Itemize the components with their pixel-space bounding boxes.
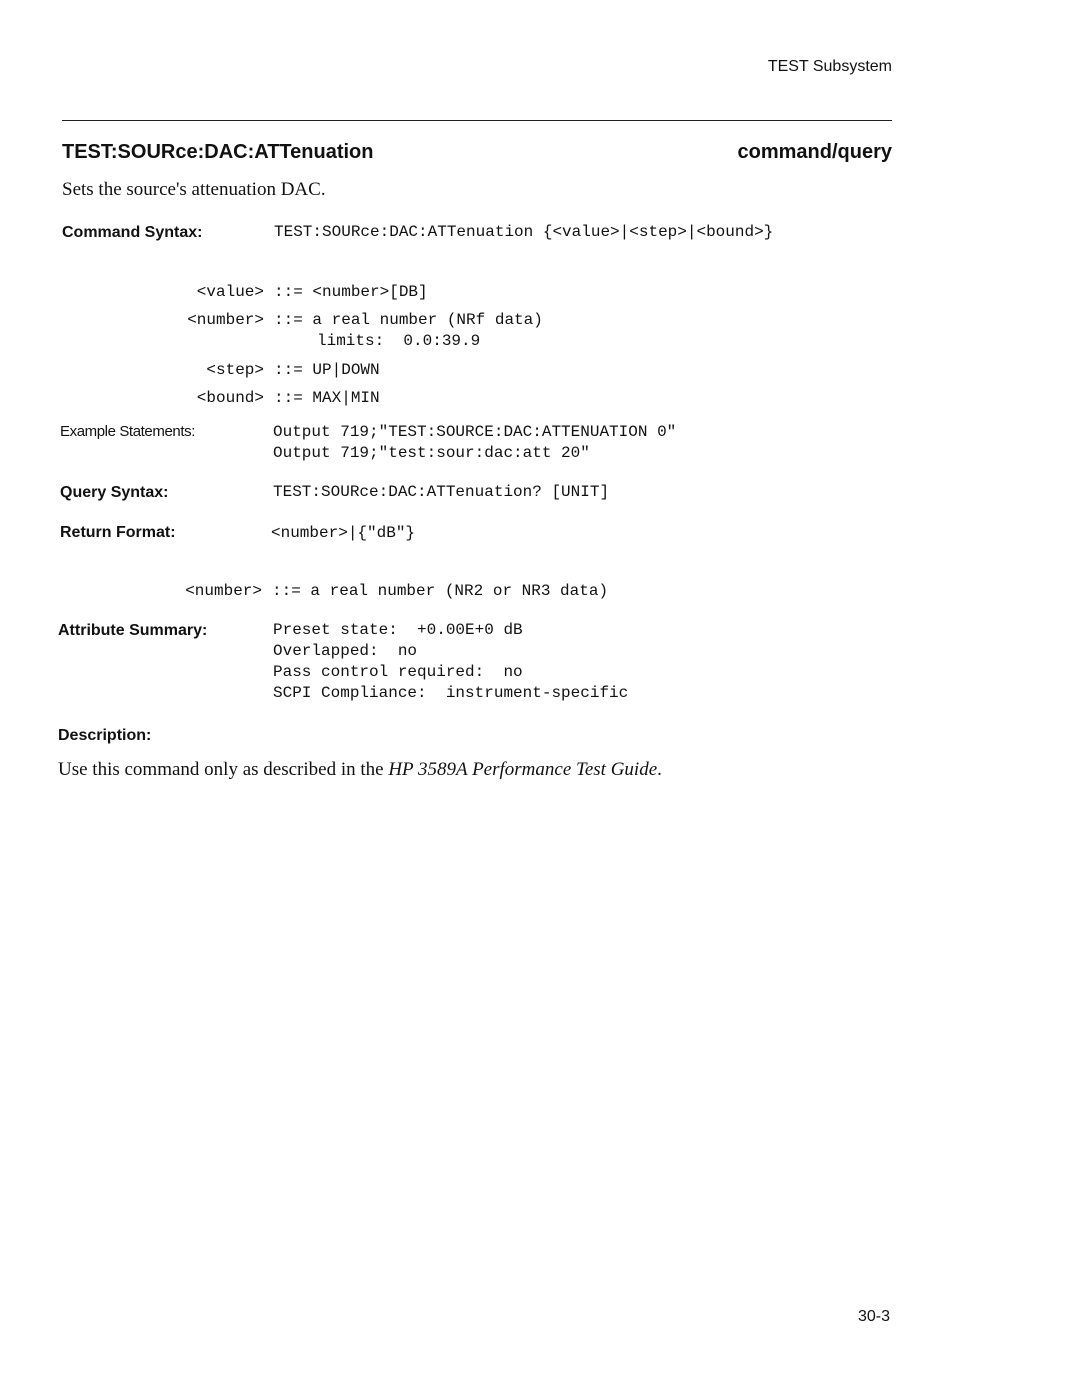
grammar-rhs-bound: ::= MAX|MIN xyxy=(274,389,380,407)
header-rule xyxy=(62,120,892,121)
attribute-line: Preset state: +0.00E+0 dB xyxy=(273,621,523,639)
grammar-lhs-bound: <bound> xyxy=(196,389,264,407)
grammar-rhs-number: ::= a real number (NRf data) xyxy=(274,311,543,329)
description-text-end: . xyxy=(657,759,662,780)
grammar-lhs-number: <number> xyxy=(187,311,264,329)
section-header: TEST Subsystem xyxy=(767,58,892,75)
return-grammar-rhs: ::= a real number (NR2 or NR3 data) xyxy=(272,582,609,600)
grammar-limits: limits: 0.0:39.9 xyxy=(317,332,481,350)
command-syntax-label: Command Syntax: xyxy=(62,224,203,241)
grammar-lhs-step: <step> xyxy=(206,361,264,379)
attribute-line: SCPI Compliance: instrument-specific xyxy=(273,684,629,702)
return-format-label: Return Format: xyxy=(60,524,176,541)
attribute-summary-label: Attribute Summary: xyxy=(58,622,208,639)
return-grammar-lhs: <number> xyxy=(185,582,262,600)
example-statements-label: Example Statements: xyxy=(60,423,195,440)
page-number: 30-3 xyxy=(857,1308,890,1325)
command-summary: Sets the source's attenuation DAC. xyxy=(62,179,326,200)
query-syntax: TEST:SOURce:DAC:ATTenuation? [UNIT] xyxy=(273,483,610,501)
description-text xyxy=(58,759,662,781)
description-text-start: Use this command only as described in the xyxy=(58,759,389,780)
grammar-rhs-step: ::= UP|DOWN xyxy=(274,361,380,379)
grammar-rhs-value: ::= <number>[DB] xyxy=(274,283,428,301)
command-syntax: TEST:SOURce:DAC:ATTenuation {<value>|<step>|<bound>} xyxy=(274,223,774,241)
description-guide-title: HP 3589A Performance Test Guide xyxy=(388,759,658,780)
command-title: TEST:SOURce:DAC:ATTenuation xyxy=(62,141,374,163)
attribute-line: Pass control required: no xyxy=(273,663,523,681)
command-type: command/query xyxy=(737,141,892,163)
example-statement: Output 719;"test:sour:dac:att 20" xyxy=(273,444,590,462)
query-syntax-label: Query Syntax: xyxy=(60,484,169,501)
example-statement: Output 719;"TEST:SOURCE:DAC:ATTENUATION 0" xyxy=(273,423,677,441)
grammar-lhs-value: <value> xyxy=(196,283,264,301)
return-format: <number>|{"dB"} xyxy=(271,524,416,542)
description-label: Description: xyxy=(58,727,152,744)
attribute-line: Overlapped: no xyxy=(273,642,418,660)
